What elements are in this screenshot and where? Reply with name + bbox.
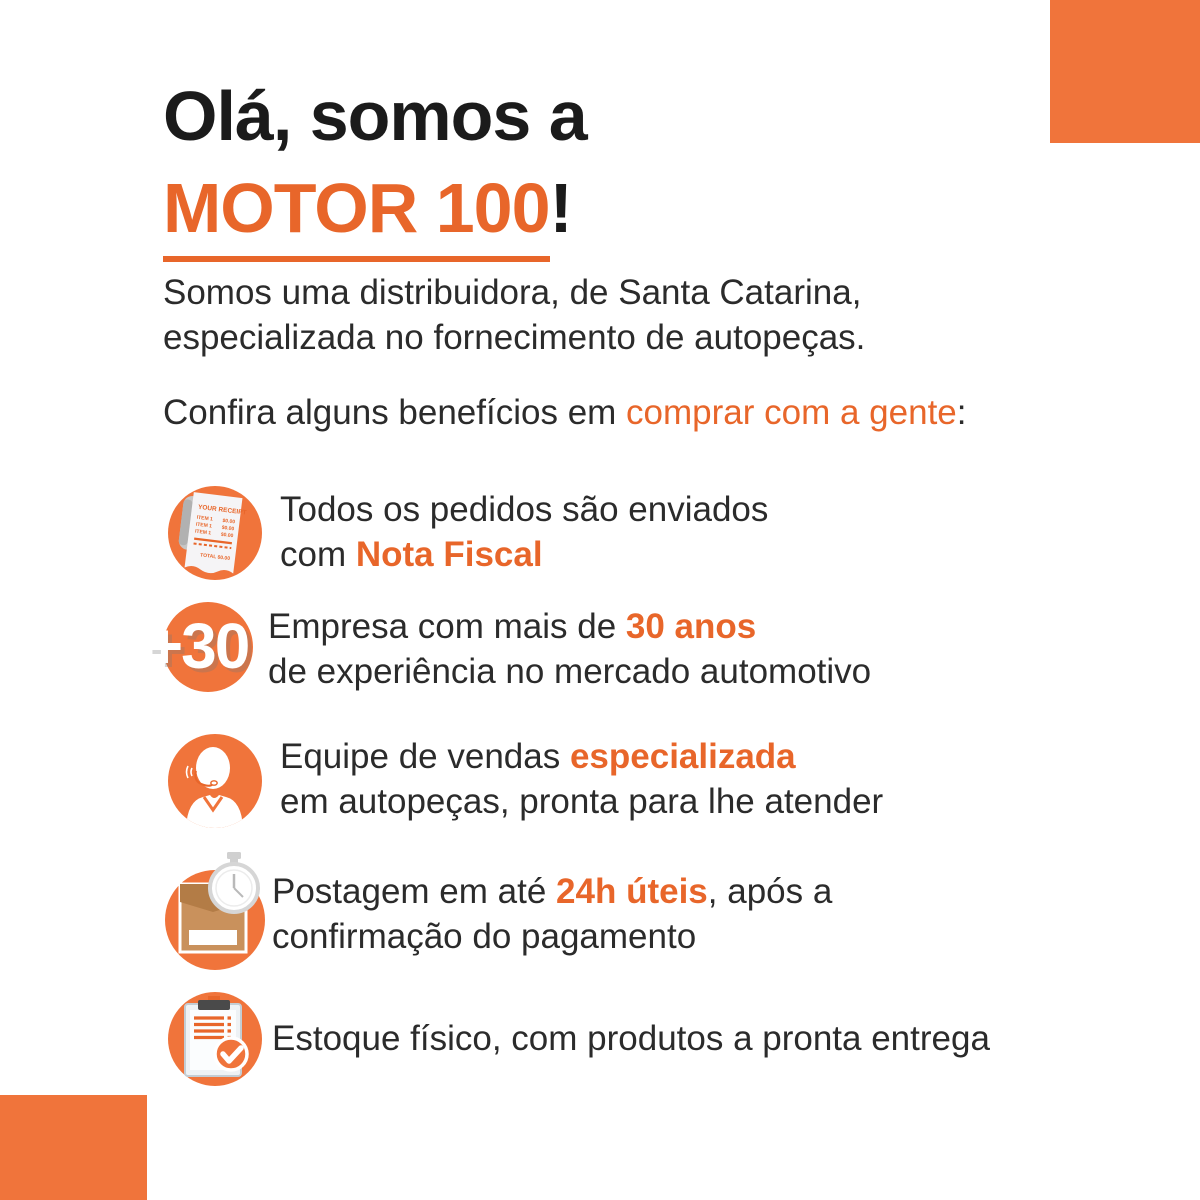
benefit-text: Empresa com mais de 30 anos de experiência no mercado automotivo	[268, 607, 872, 691]
svg-text:ITEM 1: ITEM 1	[195, 521, 213, 530]
benefits-heading	[163, 390, 967, 435]
benefit-text: Equipe de vendas especializada em autopeças, pronta para lhe atender	[280, 737, 884, 821]
svg-text:$0.00: $0.00	[220, 531, 234, 540]
corner-square-top-right	[1050, 0, 1200, 143]
receipt-icon	[165, 483, 265, 583]
benefits-heading-prefix: Confira alguns benefícios em	[163, 393, 627, 432]
shipping-box-stopwatch-icon	[160, 848, 270, 974]
svg-text:ITEM 1: ITEM 1	[194, 528, 212, 537]
benefits-heading-colon: :	[956, 393, 967, 432]
headset-agent-icon	[165, 731, 265, 831]
benefit-estoque-fisico	[0, 987, 1200, 1093]
intro-line1: Somos uma distribuidora, de Santa Catarina,	[163, 273, 862, 312]
plus-30-label: +30	[145, 610, 249, 682]
receipt-title-text: YOUR RECEIPT	[197, 503, 247, 517]
title-brand-line	[163, 164, 587, 252]
clipboard-check-icon	[165, 987, 265, 1091]
svg-text:$0.00: $0.00	[222, 517, 236, 526]
brand-exclamation: !	[549, 169, 572, 247]
page-title	[163, 72, 587, 252]
benefits-heading-highlight: comprar com a gente	[626, 393, 957, 432]
benefit-30-anos	[0, 598, 1200, 700]
receipt-total-text: TOTAL $0.00	[199, 552, 231, 562]
benefit-postagem-24h	[0, 848, 1200, 974]
benefit-text: Postagem em até 24h úteis, após a confirmação do pagamento	[272, 872, 833, 956]
benefit-text: Todos os pedidos são enviados com Nota Fiscal	[280, 490, 769, 574]
svg-text:$0.00: $0.00	[221, 524, 235, 533]
plus-30-icon	[131, 598, 263, 698]
benefit-nota-fiscal	[0, 483, 1200, 595]
svg-text:ITEM 1: ITEM 1	[196, 514, 214, 523]
intro-text	[163, 270, 865, 360]
benefit-equipe-especializada	[0, 731, 1200, 833]
intro-line2: especializada no fornecimento de autopeças.	[163, 318, 866, 357]
corner-square-bottom-left	[0, 1095, 147, 1200]
brand-name: MOTOR 100	[163, 169, 550, 262]
benefit-text: Estoque físico, com produtos a pronta entrega	[272, 1019, 990, 1058]
title-greeting: Olá, somos a	[163, 77, 587, 155]
